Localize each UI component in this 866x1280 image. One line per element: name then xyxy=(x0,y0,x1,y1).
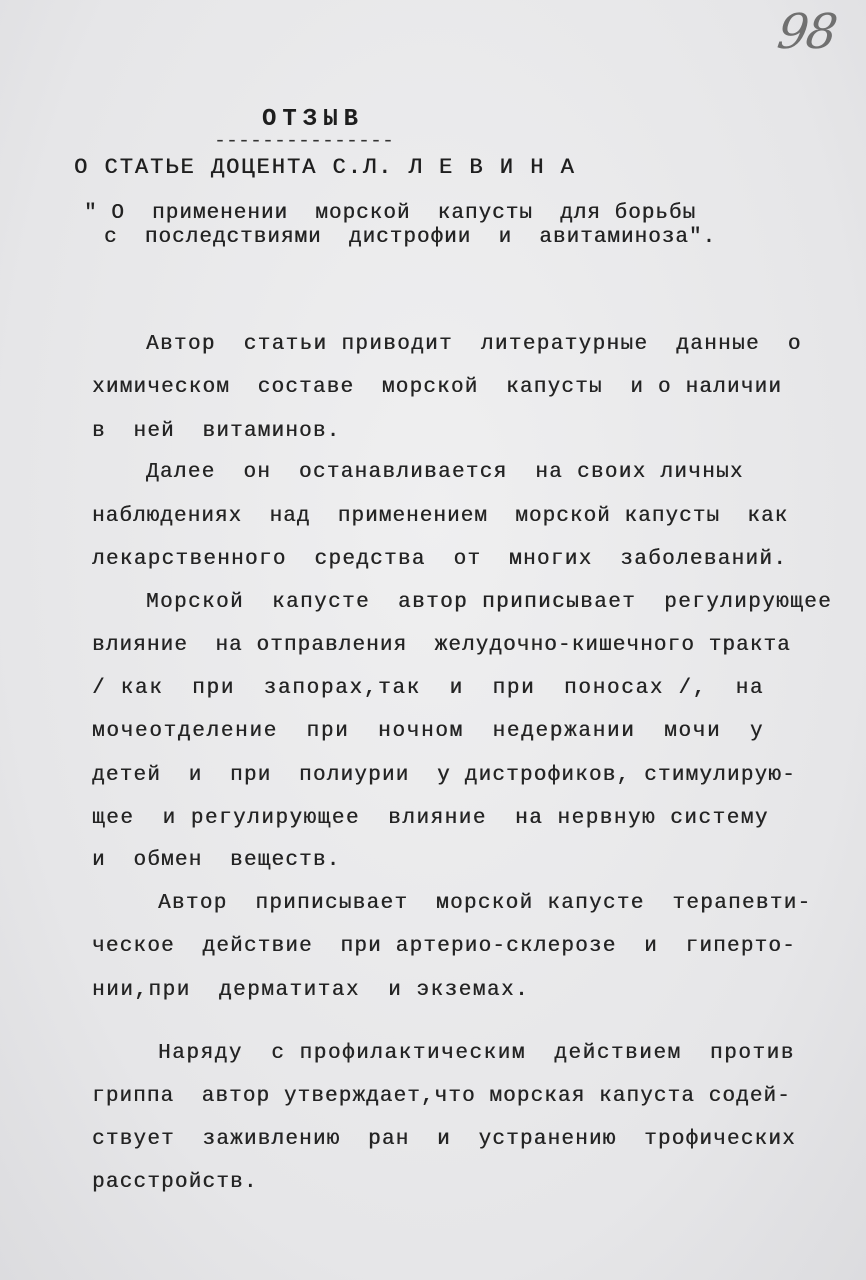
article-title-line-2: с последствиями дистрофии и авитаминоза". xyxy=(104,226,717,249)
body-line-11: детей и при полиурии у дистрофиков, стимулирую- xyxy=(92,764,796,787)
document-title: ОТЗЫВ xyxy=(262,106,365,133)
body-line-4: Далее он останавливается на своих личных xyxy=(146,461,744,484)
article-title-line-1: " О применении морской капусты для борьбы xyxy=(84,202,697,225)
body-line-3: в ней витаминов. xyxy=(92,420,341,443)
body-line-8: влияние на отправления желудочно-кишечного тракта xyxy=(92,634,791,657)
document-subtitle: О СТАТЬЕ ДОЦЕНТА С.Л. Л Е В И Н А xyxy=(74,155,576,180)
body-line-6: лекарственного средства от многих заболеваний. xyxy=(92,548,788,571)
body-line-15: ческое действие при артерио-склерозе и гиперто- xyxy=(92,935,796,958)
body-line-2: химическом составе морской капусты и о наличии xyxy=(92,376,783,399)
body-line-18: гриппа автор утверждает,что морская капуста содей- xyxy=(92,1085,791,1108)
body-line-13: и обмен веществ. xyxy=(92,849,341,872)
title-underline: --------------- xyxy=(214,130,395,153)
page-number: 98 xyxy=(774,4,840,60)
body-line-1: Автор статьи приводит литературные данные о xyxy=(146,333,802,356)
body-line-5: наблюдениях над применением морской капусты как xyxy=(92,505,789,528)
body-line-10: мочеотделение при ночном недержании мочи у xyxy=(92,720,765,743)
body-line-16: нии,при дерматитах и экземах. xyxy=(92,979,530,1002)
body-line-7: Морской капусте автор приписывает регулирующее xyxy=(146,591,833,614)
body-line-14: Автор приписывает морской капусте терапевти- xyxy=(158,892,812,915)
body-line-9: / как при запорах,так и при поносах /, на xyxy=(92,677,765,700)
body-line-12: щее и регулирующее влияние на нервную систему xyxy=(92,807,769,830)
body-line-20: расстройств. xyxy=(92,1171,258,1194)
body-line-19: ствует заживлению ран и устранению трофических xyxy=(92,1128,796,1151)
body-line-17: Наряду с профилактическим действием против xyxy=(158,1042,795,1065)
